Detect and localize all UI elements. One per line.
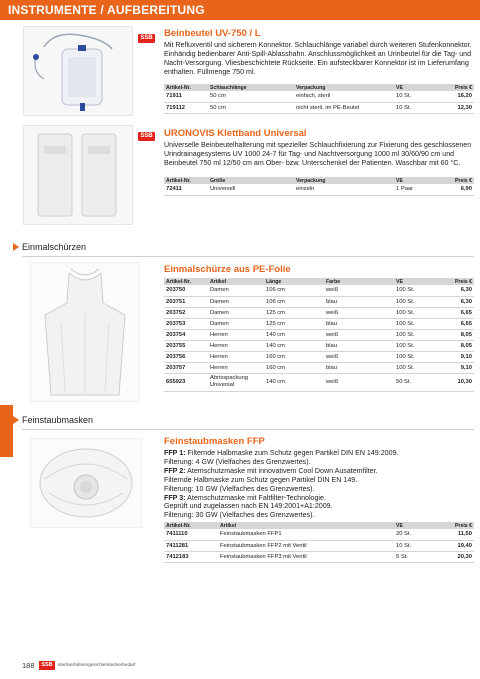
column-header: Preis €	[442, 84, 474, 91]
column-header: Artikel-Nr.	[164, 278, 208, 285]
table-cell: 20 St.	[394, 529, 442, 540]
table-row	[164, 373, 474, 391]
page-title: INSTRUMENTE / AUFBEREITUNG	[8, 3, 205, 17]
desc-line: Filternde Halbmaske zum Schutz gegen Partikel DIN EN 149.	[164, 475, 358, 484]
section-divider	[22, 429, 474, 430]
table-cell: 100 St.	[394, 351, 442, 362]
product-description: Universelle Beinbeutelhalterung mit spezieller Schlauchfixierung zur Fixierung des geschlossenen Urindrainagesystems UV 1000 24-7 für Tag- und Nachtversorgung 1000 ml 30/60/90 cm und Beinbeutel 750 ml 12/50 cm am Ober- bzw. Unterschenkel der Patienten. Waschbar mit 60 °C.	[164, 141, 472, 167]
article-number: 203754	[164, 329, 208, 340]
column-header: VE	[394, 84, 442, 91]
table-cell: 140 cm	[264, 373, 324, 391]
header-bar	[0, 0, 480, 20]
desc-line: Filterung: 30 GW (Vielfaches des Grenzwertes).	[164, 511, 315, 520]
column-header: Artikel	[208, 278, 264, 285]
table-cell: 10 St.	[394, 102, 442, 113]
table-header	[164, 177, 474, 184]
column-header: Artikel-Nr.	[164, 522, 218, 529]
table-cell: 140 cm	[264, 329, 324, 340]
table-cell: Feinstaubmasken FFP3 mit Ventil	[218, 551, 394, 562]
desc-line: FFP 1: Filternde Halbmaske zum Schutz gegen Partikel DIN EN 149:2009.	[164, 449, 399, 457]
section-heading: Feinstaubmasken	[22, 415, 94, 425]
column-header: VE	[394, 177, 442, 184]
table-cell: Universell	[208, 184, 294, 195]
table-cell: Herren	[208, 329, 264, 340]
article-number: 203757	[164, 362, 208, 373]
desc-line: Geprüft und zugelassen nach EN 149:2001+A1:2009.	[164, 502, 333, 511]
table-row	[164, 362, 474, 373]
table-cell: Feinstaubmasken FFP1	[218, 529, 394, 540]
product-image-velcro-strap	[23, 125, 133, 225]
table-cell: nicht steril, im PE-Beutel	[294, 102, 394, 113]
price: 8,05	[442, 340, 474, 351]
product-table-velcro-strap	[164, 177, 474, 196]
table-cell: 100 St.	[394, 329, 442, 340]
price: 19,40	[442, 540, 474, 551]
table-row	[164, 529, 474, 540]
column-header: Verpackung	[294, 177, 394, 184]
product-table-leg-bag	[164, 84, 474, 114]
desc-line: FFP 3: Atemschutzmaske mit Faltfilter-Technologie.	[164, 493, 326, 502]
column-header: Verpackung	[294, 84, 394, 91]
product-title: Beinbeutel UV-750 / L	[164, 28, 261, 39]
table-cell: Abrisspackung Universal	[208, 373, 264, 391]
column-header: Artikel-Nr.	[164, 177, 208, 184]
table-cell: 106 cm	[264, 296, 324, 307]
table-row	[164, 340, 474, 351]
table-row	[164, 285, 474, 296]
product-title: URONOVIS Klettband Universal	[164, 128, 307, 139]
price: 9,10	[442, 362, 474, 373]
product-description: Mit Refluxventil und sicherem Konnektor. Schlauchlänge variabel durch weiteren Stufenkonnektor. Einhändig bedienbarer Anti-Spill-Ablasshahn. Anschlussmöglichkeit an Urinbeutel für die Tag- und Nacht-Versorgung. Vliesbeschichtete Rückseite. Ein aufsteckbarer Konnektor ist im Lieferumfang enthalten. Füllmenge 750 ml.	[164, 41, 472, 76]
article-number: 72411	[164, 184, 208, 195]
price: 8,05	[442, 329, 474, 340]
table-cell: einfach, steril	[294, 91, 394, 102]
table-cell: 100 St.	[394, 296, 442, 307]
desc-line: Filterung: 10 GW (Vielfaches des Grenzwertes).	[164, 484, 315, 493]
column-header: Schlauchlänge	[208, 84, 294, 91]
desc-line: FFP 2: Atemschutzmaske mit innovativem Cool Down Ausatemfilter.	[164, 466, 378, 475]
footer-note: sterilverfahren/gesichterstednerbedarf	[58, 662, 136, 667]
table-row	[164, 318, 474, 329]
table-cell: Damen	[208, 307, 264, 318]
ssb-badge: SSB	[138, 34, 155, 43]
article-number: 7411110	[164, 529, 218, 540]
table-cell: Damen	[208, 285, 264, 296]
table-cell: 140 cm	[264, 340, 324, 351]
section-arrow-icon	[13, 243, 19, 251]
table-row	[164, 307, 474, 318]
table-row	[164, 91, 474, 102]
article-number: 203751	[164, 296, 208, 307]
article-number: 203752	[164, 307, 208, 318]
table-row	[164, 184, 474, 195]
table-cell: 160 cm	[264, 362, 324, 373]
section-divider	[22, 256, 474, 257]
table-cell: weiß	[324, 285, 394, 296]
price: 11,50	[442, 529, 474, 540]
table-row	[164, 102, 474, 113]
section-arrow-icon	[13, 416, 19, 424]
column-header: Preis €	[442, 522, 474, 529]
product-image-mask	[30, 438, 142, 528]
column-header: Größe	[208, 177, 294, 184]
column-header: Farbe	[324, 278, 394, 285]
product-table-apron	[164, 278, 474, 392]
table-cell: Herren	[208, 351, 264, 362]
table-cell: Damen	[208, 318, 264, 329]
table-cell: blau	[324, 296, 394, 307]
article-number: 655923	[164, 373, 208, 391]
page-number: 188	[22, 661, 35, 670]
table-row	[164, 540, 474, 551]
article-number: 7411281	[164, 540, 218, 551]
column-header: Preis €	[442, 177, 474, 184]
table-cell: 100 St.	[394, 307, 442, 318]
table-cell: 106 cm	[264, 285, 324, 296]
table-cell: 5 St.	[394, 551, 442, 562]
price: 9,10	[442, 351, 474, 362]
article-number: 203756	[164, 351, 208, 362]
column-header: Artikel-Nr.	[164, 84, 208, 91]
table-cell: weiß	[324, 329, 394, 340]
price: 6,30	[442, 285, 474, 296]
table-row	[164, 329, 474, 340]
table-cell: 50 St.	[394, 373, 442, 391]
article-number: 7412183	[164, 551, 218, 562]
side-accent	[0, 405, 13, 457]
table-row	[164, 551, 474, 562]
column-header: VE	[394, 278, 442, 285]
table-cell: 100 St.	[394, 362, 442, 373]
table-cell: 125 cm	[264, 318, 324, 329]
price: 6,30	[442, 296, 474, 307]
article-number: 203753	[164, 318, 208, 329]
column-header: Preis €	[442, 278, 474, 285]
article-number: 71911	[164, 91, 208, 102]
column-header: Artikel	[218, 522, 394, 529]
desc-line: Filterung: 4 GW (Vielfaches des Grenzwertes).	[164, 457, 311, 466]
product-table-mask	[164, 522, 474, 563]
table-header	[164, 84, 474, 91]
table-cell: Damen	[208, 296, 264, 307]
article-number: 719112	[164, 102, 208, 113]
price: 6,90	[442, 184, 474, 195]
table-cell: 10 St.	[394, 91, 442, 102]
article-number: 203755	[164, 340, 208, 351]
table-cell: einzeln	[294, 184, 394, 195]
table-row	[164, 296, 474, 307]
table-cell: 100 St.	[394, 340, 442, 351]
table-cell: 160 cm	[264, 351, 324, 362]
table-cell: 100 St.	[394, 285, 442, 296]
product-title: Einmalschürze aus PE-Folie	[164, 264, 291, 275]
table-cell: Herren	[208, 340, 264, 351]
table-row	[164, 351, 474, 362]
ssb-badge: SSB	[138, 132, 155, 141]
table-cell: 10 St.	[394, 540, 442, 551]
product-description	[164, 449, 474, 520]
price: 6,65	[442, 318, 474, 329]
table-cell: Herren	[208, 362, 264, 373]
column-header: VE	[394, 522, 442, 529]
product-image-leg-bag	[23, 26, 133, 116]
price: 12,30	[442, 102, 474, 113]
table-cell: Feinstaubmasken FFP2 mit Ventil	[218, 540, 394, 551]
product-title: Feinstaubmasken FFP	[164, 436, 265, 447]
ssb-badge: SSB	[39, 661, 55, 670]
section-heading: Einmalschürzen	[22, 242, 87, 252]
table-cell: 50 cm	[208, 102, 294, 113]
column-header: Länge	[264, 278, 324, 285]
table-cell: blau	[324, 362, 394, 373]
table-cell: blau	[324, 340, 394, 351]
price: 6,65	[442, 307, 474, 318]
price: 10,30	[442, 373, 474, 391]
table-cell: 50 cm	[208, 91, 294, 102]
table-header	[164, 522, 474, 529]
table-cell: weiß	[324, 351, 394, 362]
product-image-apron	[30, 262, 140, 402]
price: 16,20	[442, 91, 474, 102]
table-header	[164, 278, 474, 285]
table-cell: blau	[324, 318, 394, 329]
article-number: 203750	[164, 285, 208, 296]
table-cell: 125 cm	[264, 307, 324, 318]
table-cell: weiß	[324, 307, 394, 318]
price: 20,30	[442, 551, 474, 562]
table-cell: 100 St.	[394, 318, 442, 329]
table-cell: weiß	[324, 373, 394, 391]
table-cell: 1 Paar	[394, 184, 442, 195]
